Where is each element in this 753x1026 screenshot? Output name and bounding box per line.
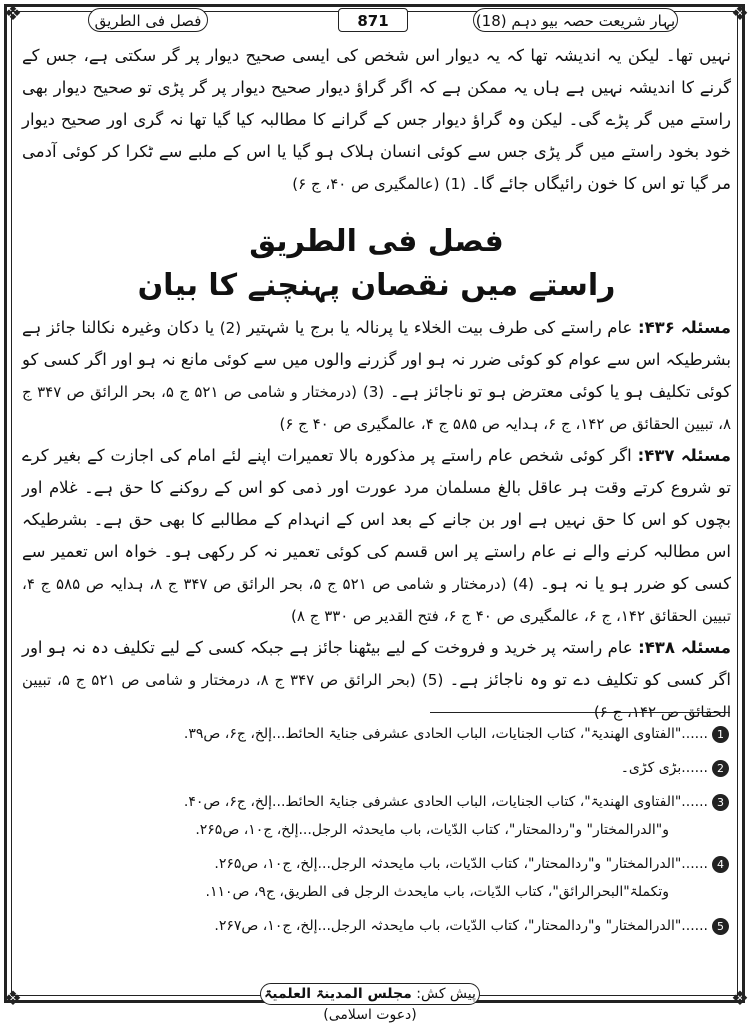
page-header bbox=[18, 6, 733, 34]
footnote-continuation: و"الدرالمختار" و"ردالمحتار"، کتاب الدّیات، باب مایحدثہ الرجل...إلخ، ج۱۰، ص۲۶۵. bbox=[195, 822, 669, 838]
ornament-corner-icon: ❖ bbox=[731, 986, 749, 1010]
footnote-item: 1 ......"الفتاوی الھندیۃ"، کتاب الجنایات، الباب الحادی عشرفی جنایۃ الحائط...إلخ، ج۶، ص۳۹. bbox=[22, 720, 729, 748]
chapter-title: فصل فی الطریق bbox=[88, 8, 208, 32]
section-subheading: راستے میں نقصان پہنچنے کا بیان bbox=[137, 268, 616, 303]
publisher-footer: پیش کش: مجلس المدینۃ العلمیۃ (دعوت اسلامی) bbox=[260, 983, 480, 1005]
ornament-corner-icon: ❖ bbox=[4, 1, 22, 25]
footnote-continuation: وتکملۃ"البحرالرائق"، کتاب الدّیات، باب مایحدث الرجل فی الطریق، ج۹، ص۱۱۰. bbox=[205, 884, 669, 900]
footnote-divider bbox=[430, 712, 730, 713]
ornament-corner-icon: ❖ bbox=[731, 1, 749, 25]
ornament-corner-icon: ❖ bbox=[4, 986, 22, 1010]
book-title: بہار شریعت حصہ بیو دہم (18) bbox=[473, 8, 678, 32]
footnote-number-icon: 1 bbox=[712, 726, 729, 743]
main-text bbox=[22, 40, 731, 728]
page-number: 871 bbox=[338, 8, 408, 32]
footnote-number-icon: 5 bbox=[712, 918, 729, 935]
footnote-number-icon: 3 bbox=[712, 794, 729, 811]
masala-436: مسئلہ ۴۳۶: عام راستے کی طرف بیت الخلاء یا پرنالہ یا برج یا شہتیر (2) یا دکان وغیرہ نکالنا جائز ہے بشرطیکہ اس سے عوام کو کوئی ضرر نہ ہو اور گزرنے والوں میں سے کوئی مانع نہ ہو اور اگر کسی کو کوئی تکلیف ہو یا کوئی معترض ہو تو ناجائز ہے۔ (3) (درمختار و شامی ص ۵۲۱ ج ۵، بحر الرائق ص ۳۴۷ ج ۸، تبیین الحقائق ص ۱۴۲، ج ۶، ہدایہ ص ۵۸۵ ج ۴، عالمگیری ص ۴۰ ج ۶) bbox=[22, 318, 732, 433]
intro-paragraph: نہیں تھا۔ لیکن یہ اندیشہ تھا کہ یہ دیوار اس شخص کی ایسی صحیح دیوار پر گر سکتی ہے، جس کے گرنے کا اندیشہ نہیں ہے ہاں یہ ممکن ہے کہ اگر گراؤ دیوار صحیح دیوار پر گر پڑی تو صحیح دیوار بھی راستے میں گر پڑے گی۔ لیکن وہ گراؤ دیوار جس کے گرانے کا مطالبہ کیا گیا تھا نہ گری اور صحیح دیوار خود بخود راستے میں گر پڑی جس سے کوئی انسان ہلاک ہو گیا یا اس کے ملبے سے ٹکرا کر کوئی آدمی مر گیا تو اس کا خون رائیگاں جائے گا۔ (1) (عالمگیری ص ۴۰، ج ۶) bbox=[22, 46, 731, 193]
footnote-item: 3 ......"الفتاوی الھندیۃ"، کتاب الجنایات، الباب الحادی عشرفی جنایۃ الحائط...إلخ، ج۶، ص۴۰. bbox=[22, 788, 729, 816]
masala-438: مسئلہ ۴۳۸: عام راستہ پر خرید و فروخت کے لیے بیٹھنا جائز ہے جبکہ کسی کے لیے تکلیف دہ نہ ہو اور اگر کسی کو تکلیف دے تو وہ ناجائز ہے۔ (5) (بحر الرائق ص ۳۴۷ ج ۸، درمختار و شامی ص ۵۲۱ ج ۵، تبیین الحقائق ص ۱۴۲، ج ۶) bbox=[22, 638, 732, 721]
footnote-item: 4 ......"الدرالمختار" و"ردالمحتار"، کتاب الدّیات، باب مایحدثہ الرجل...إلخ، ج۱۰، ص۲۶۵. bbox=[22, 850, 729, 878]
footnote-item: 2 ......بڑی کڑی۔ bbox=[22, 754, 729, 782]
footnote-number-icon: 2 bbox=[712, 760, 729, 777]
footnotes bbox=[22, 720, 729, 940]
masala-437: مسئلہ ۴۳۷: اگر کوئی شخص عام راستے پر مذکورہ بالا تعمیرات اپنے لئے امام کی اجازت کے بغیر کرے تو شروع کرتے وقت ہر عاقل بالغ مسلمان مرد عورت اور ذمی کو اس کے روکنے کا حق ہے۔ غلام اور بچوں کو اس کا حق نہیں ہے اور بن جانے کے بعد اس کے انہدام کے مطالبے کا بھی حق ہے۔ بشرطیکہ اس مطالبہ کرنے والے نے عام راستے پر اس قسم کی کوئی تعمیر نہ کر رکھی ہو۔ خواہ اس تعمیر سے کسی کو ضرر ہو یا نہ ہو۔ (4) (درمختار و شامی ص ۵۲۱ ج ۵، بحر الرائق ص ۳۴۷ ج ۸، ہدایہ ص ۵۸۵ ج ۴، تبیین الحقائق ۱۴۲، ج ۶، عالمگیری ص ۴۰ ج ۶، فتح القدیر ص ۳۳۰ ج ۸) bbox=[22, 446, 732, 625]
section-heading: فصل فی الطریق bbox=[249, 224, 504, 259]
footnote-number-icon: 4 bbox=[712, 856, 729, 873]
footnote-item: 5 ......"الدرالمختار" و"ردالمحتار"، کتاب الدّیات، باب مایحدثہ الرجل...إلخ، ج۱۰، ص۲۶۷. bbox=[22, 912, 729, 940]
